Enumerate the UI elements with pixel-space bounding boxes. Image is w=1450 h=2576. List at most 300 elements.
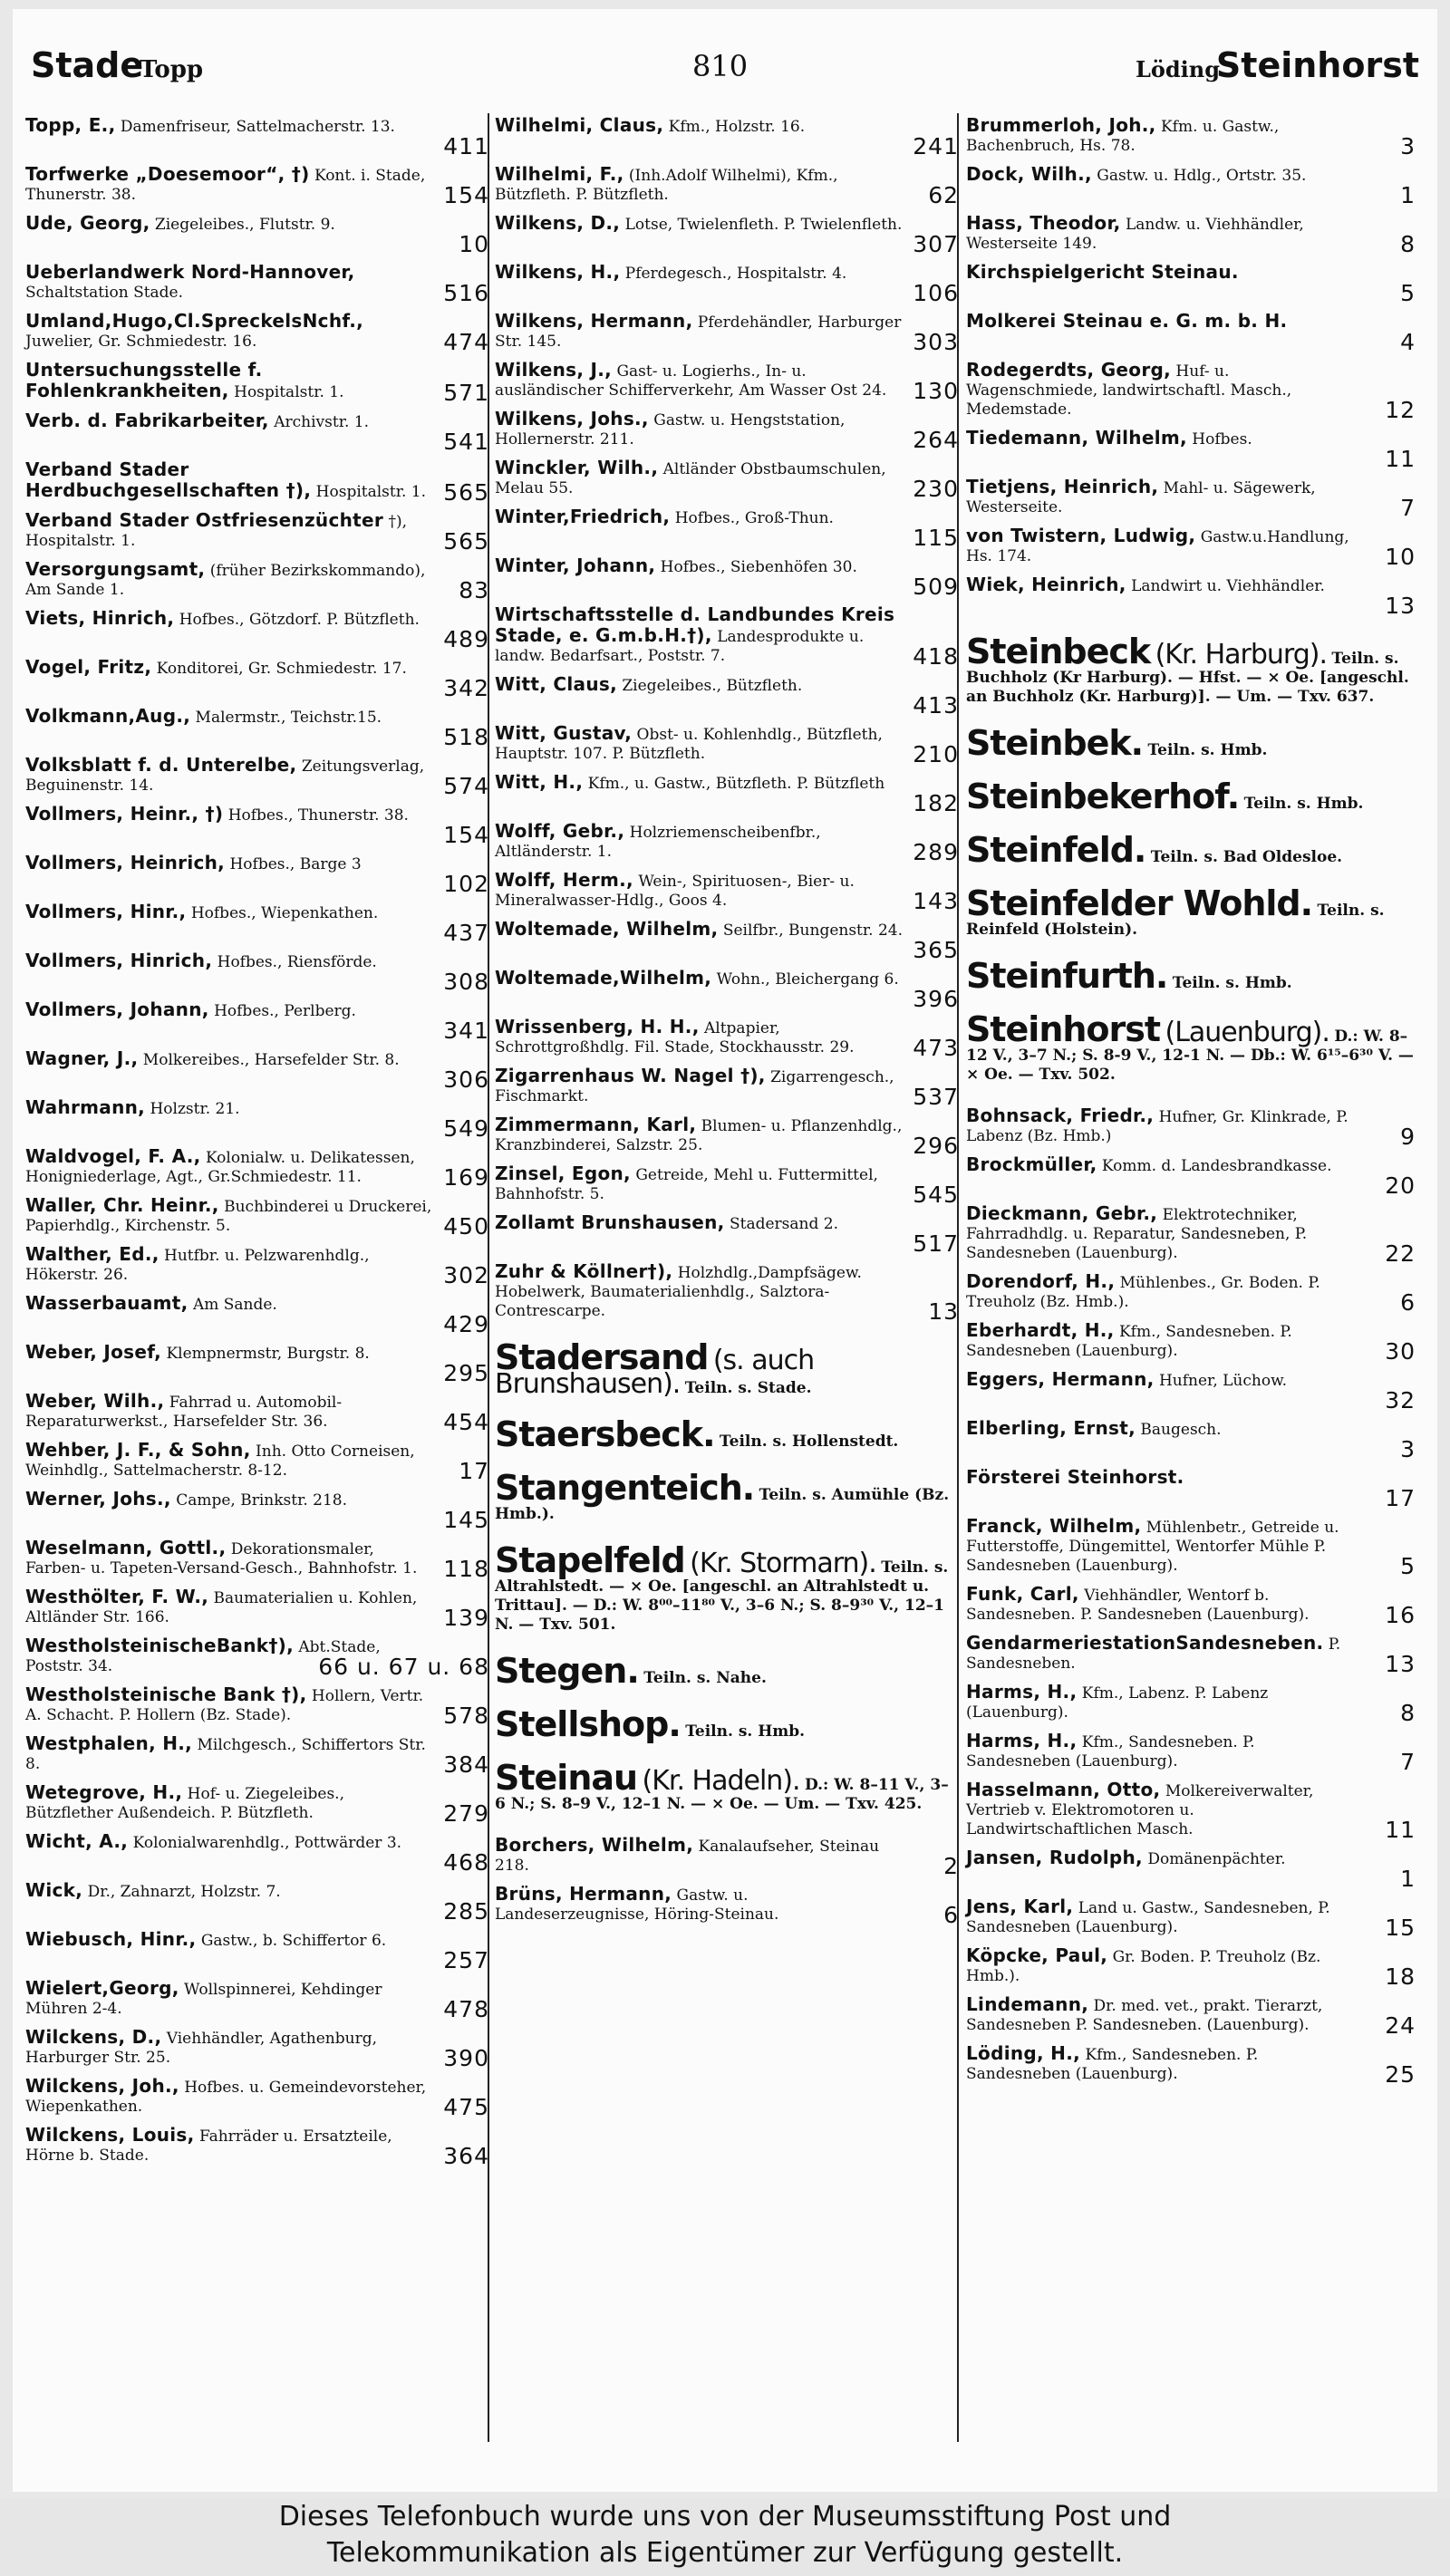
entry-phone-number: 16 (1385, 1602, 1416, 1628)
entry-name: GendarmeriestationSandesneben. (966, 1632, 1324, 1654)
entry-name: WestholsteinischeBank†), (25, 1635, 294, 1656)
header-town: Stade (31, 45, 144, 85)
entry-phone-number: 17 (459, 1458, 489, 1484)
entry-phone-number: 130 (913, 378, 959, 404)
entry-name: Vogel, Fritz, (25, 656, 152, 678)
place-name: Stapelfeld (495, 1540, 685, 1580)
entry-phone-number: 62 (928, 182, 959, 208)
entry-details: Mühlenbetr., Getreide u. Futterstoffe, Düngemittel, Wentorfer Mühle P. Sandesneben (Lauenburg). (966, 1519, 1339, 1575)
entry-phone-number: 418 (913, 643, 959, 670)
directory-entry (966, 1847, 1416, 1892)
entry-details: Kfm., Sandesneben. P. Sandesneben (Lauenburg). (966, 1733, 1255, 1770)
entry-phone-number: 10 (459, 231, 489, 257)
entry-name: Franck, Wilhelm, (966, 1515, 1142, 1537)
directory-entry (966, 476, 1416, 521)
entry-name: Winckler, Wilh., (495, 457, 659, 478)
place-heading (966, 723, 1416, 763)
entry-name: Wahrmann, (25, 1096, 146, 1118)
entry-details: Hofbes. (1192, 430, 1252, 449)
entry-name: Wilckens, Joh., (25, 2075, 179, 2097)
place-heading (495, 1540, 959, 1635)
entry-phone-number: 118 (443, 1556, 489, 1582)
entry-name: Vollmers, Johann, (25, 999, 209, 1020)
directory-entry (25, 1781, 489, 1827)
place-note: Teiln. s. Aumühle (Bz. Hmb.). (495, 1486, 950, 1523)
entry-phone-number: 13 (1385, 593, 1416, 619)
page-header (22, 45, 1428, 100)
entry-details: Juwelier, Gr. Schmiedestr. 16. (25, 333, 257, 351)
directory-entry (25, 509, 489, 555)
entry-name: Wehber, J. F., & Sohn, (25, 1439, 251, 1461)
directory-entry (966, 310, 1416, 355)
entry-name: Ude, Georg, (25, 212, 150, 234)
entry-phone-number: 411 (443, 133, 489, 159)
entry-name: Wilhelmi, F., (495, 163, 624, 185)
entry-details: Kfm., Sandesneben. P. Sandesneben (Lauenburg). (966, 1323, 1292, 1360)
entry-name: Hass, Theodor, (966, 212, 1121, 234)
entry-phone-number: 241 (913, 133, 959, 159)
entry-details: Hufner, Lüchow. (1158, 1372, 1288, 1390)
entry-phone-number: 32 (1385, 1387, 1416, 1413)
directory-entry (966, 163, 1416, 208)
directory-entry (495, 555, 959, 600)
directory-entry (966, 1202, 1416, 1267)
entry-details: Hospitalstr. 1. (234, 383, 344, 401)
entry-name: Verband Stader Ostfriesenzüchter (25, 509, 384, 531)
entry-details: Gastw. u. Hdlg., Ortstr. 35. (1097, 167, 1307, 185)
entry-details: Schaltstation Stade. (25, 284, 184, 302)
directory-entry (966, 1632, 1416, 1677)
entry-details: Altpapier, Schrottgroßhdlg. Fil. Stade, Stockhausstr. 29. (495, 1019, 855, 1056)
directory-entry (966, 1779, 1416, 1843)
entry-details: Landw. u. Viehhändler, Westerseite 149. (966, 216, 1304, 253)
entry-details: Kolonialwarenhdlg., Pottwärder 3. (132, 1834, 402, 1852)
place-heading (966, 956, 1416, 996)
entry-phone-number: 5 (1400, 1553, 1416, 1579)
entry-phone-number: 489 (443, 626, 489, 652)
place-name: Steinhorst (966, 1009, 1161, 1049)
entry-name: Köpcke, Paul, (966, 1944, 1108, 1966)
directory-entry (25, 950, 489, 995)
directory-entry (966, 1417, 1416, 1462)
directory-entry (25, 2075, 489, 2120)
directory-entry (25, 1488, 489, 1533)
directory-entry (495, 1163, 959, 1208)
directory-entry (966, 1993, 1416, 2039)
entry-details: Konditorei, Gr. Schmiedestr. 17. (156, 660, 407, 678)
place-name: Stellshop. (495, 1704, 681, 1744)
entry-name: Brummerloh, Joh., (966, 114, 1156, 136)
place-heading (966, 632, 1416, 707)
directory-entry (966, 1681, 1416, 1726)
entry-name: Westhölter, F. W., (25, 1586, 209, 1607)
entry-phone-number: 30 (1385, 1338, 1416, 1365)
entry-phone-number: 365 (913, 937, 959, 963)
directory-entry (495, 673, 959, 719)
entry-name: Tietjens, Heinrich, (966, 476, 1159, 497)
entry-name: Wicht, A., (25, 1830, 129, 1852)
entry-phone-number: 473 (913, 1035, 959, 1061)
entry-details: Dr. med. vet., prakt. Tierarzt, Sandesneben P. Sandesneben. (Lauenburg). (966, 1997, 1323, 2034)
entry-details: Gastw., b. Schiffertor 6. (200, 1932, 387, 1950)
entry-name: Zollamt Brunshausen, (495, 1211, 725, 1233)
entry-name: Rodegerdts, Georg, (966, 359, 1172, 381)
entry-phone-number: 115 (913, 525, 959, 551)
directory-entry (25, 163, 489, 208)
directory-entry (25, 1928, 489, 1973)
entry-phone-number: 264 (913, 427, 959, 453)
entry-name: Eberhardt, H., (966, 1319, 1115, 1341)
entry-phone-number: 545 (913, 1182, 959, 1208)
entry-details: (früher Bezirkskommando), Am Sande 1. (25, 562, 426, 599)
place-name: Steinfurth. (966, 956, 1168, 996)
entry-name: Lindemann, (966, 1993, 1089, 2015)
entry-phone-number: 4 (1400, 329, 1416, 355)
directory-entry (966, 1515, 1416, 1579)
entry-details: Hofbes., Groß-Thun. (674, 509, 834, 527)
entry-phone-number: 6 (1400, 1289, 1416, 1316)
place-qualifier: (s. auch Brunshausen). (495, 1345, 815, 1400)
entry-name: Versorgungsamt, (25, 558, 206, 580)
entry-details: Dr., Zahnarzt, Holzstr. 7. (87, 1883, 281, 1901)
place-note: Teiln. s. Nahe. (643, 1669, 767, 1687)
directory-entry (495, 771, 959, 816)
directory-entry (25, 1145, 489, 1191)
entry-phone-number: 429 (443, 1311, 489, 1337)
entry-details: Blumen- u. Pflanzenhdlg., Kranzbinderei, Salzstr. 25. (495, 1117, 903, 1154)
entry-phone-number: 413 (913, 692, 959, 719)
entry-phone-number: 279 (443, 1800, 489, 1827)
entry-name: Wirtschaftsstelle d. Landbundes Kreis Stade, e. G.m.b.H.†), (495, 603, 895, 646)
entry-phone-number: 7 (1400, 1749, 1416, 1775)
directory-entry (25, 1096, 489, 1142)
entry-phone-number: 285 (443, 1898, 489, 1925)
entry-details: Landesprodukte u. landw. Bedarfsart., Poststr. 7. (495, 628, 865, 665)
entry-name: Witt, Claus, (495, 673, 617, 695)
directory-entry (25, 656, 489, 701)
entry-details: Milchgesch., Schiffertors Str. 8. (25, 1736, 426, 1773)
header-last-entry: Löding (1135, 56, 1220, 82)
entry-details: Hofbes., Wiepenkathen. (190, 904, 379, 922)
entry-phone-number: 169 (443, 1164, 489, 1191)
entry-name: Wolff, Herm., (495, 869, 633, 891)
entry-name: Waldvogel, F. A., (25, 1145, 201, 1167)
entry-name: Winter, Johann, (495, 555, 656, 576)
entry-name: Westholsteinische Bank †), (25, 1684, 307, 1705)
directory-entry (495, 1211, 959, 1257)
entry-phone-number: 102 (443, 871, 489, 897)
directory-entry (495, 1834, 959, 1879)
place-note: Teiln. s. Hollenstedt. (719, 1433, 899, 1451)
entry-name: Zuhr & Köllner†), (495, 1260, 673, 1282)
entry-phone-number: 83 (459, 577, 489, 603)
entry-phone-number: 475 (443, 2094, 489, 2120)
entry-name: Harms, H., (966, 1681, 1078, 1703)
entry-name: Brüns, Hermann, (495, 1883, 672, 1905)
place-note: Teiln. s. Reinfeld (Holstein). (966, 902, 1385, 939)
entry-phone-number: 306 (443, 1066, 489, 1093)
entry-details: Getreide, Mehl u. Futtermittel, Bahnhofstr. 5. (495, 1166, 878, 1203)
entry-name: Topp, E., (25, 114, 116, 136)
entry-name: Walther, Ed., (25, 1243, 160, 1265)
entry-name: Brockmüller, (966, 1153, 1097, 1175)
directory-entry (25, 359, 489, 406)
directory-entry (25, 1635, 489, 1680)
directory-entry (495, 457, 959, 502)
entry-details: Elektrotechniker, Fahrradhdlg. u. Reparatur, Sandesneben, P. Sandesneben (Lauenburg). (966, 1206, 1308, 1262)
place-note: Teiln. s. Hmb. (1147, 741, 1268, 759)
place-qualifier: (Lauenburg). (1165, 1017, 1329, 1048)
place-heading (495, 1758, 959, 1814)
entry-phone-number: 341 (443, 1018, 489, 1044)
entry-name: Winter,Friedrich, (495, 506, 671, 527)
entry-details: Baugesch. (1140, 1421, 1222, 1439)
entry-details: Obst- u. Kohlenhdlg., Bützfleth, Hauptstr. 107. P. Bützfleth. (495, 726, 883, 763)
entry-details: Holzstr. 21. (150, 1100, 240, 1118)
directory-entry (966, 574, 1416, 619)
entry-details: Fahrrad u. Automobil-Reparaturwerkst., Harsefelder Str. 36. (25, 1394, 343, 1431)
entry-phone-number: 11 (1385, 446, 1416, 472)
entry-phone-number: 537 (913, 1084, 959, 1110)
directory-entry (25, 1292, 489, 1337)
entry-details: Kfm. u. Gastw., Bachenbruch, Hs. 78. (966, 118, 1280, 155)
entry-name: Molkerei Steinau e. G. m. b. H. (966, 310, 1288, 332)
place-note: Teiln. s. Buchholz (Kr Harburg). — Hfst. — × Oe. [angeschl. an Buchholz (Kr. Harburg)]. — Um. — Txv. 637. (966, 650, 1409, 706)
entry-phone-number: 307 (913, 231, 959, 257)
directory-entry (25, 705, 489, 750)
entry-name: Woltemade,Wilhelm, (495, 967, 712, 989)
entry-details: Zigarrengesch., Fischmarkt. (495, 1068, 894, 1105)
place-heading (966, 777, 1416, 816)
entry-phone-number: 17 (1385, 1485, 1416, 1511)
column-2 (495, 116, 959, 1934)
directory-entry (495, 1114, 959, 1159)
phonebook-page (13, 9, 1437, 2492)
entry-details: Hofbes., Siebenhöfen 30. (660, 558, 857, 576)
footer-line-2: Telekommunikation als Eigentümer zur Verfügung gestellt. (326, 2537, 1124, 2569)
place-name: Stegen. (495, 1651, 639, 1691)
entry-phone-number: 18 (1385, 1963, 1416, 1990)
directory-entry (25, 1341, 489, 1386)
directory-entry (25, 1732, 489, 1778)
entry-details: Archivstr. 1. (274, 413, 370, 431)
directory-entry (25, 2124, 489, 2169)
place-heading (966, 1009, 1416, 1085)
directory-entry (966, 1583, 1416, 1628)
place-name: Staersbeck. (495, 1414, 715, 1454)
entry-name: Borchers, Wilhelm, (495, 1834, 694, 1856)
directory-entry (495, 820, 959, 865)
entry-phone-number: 22 (1385, 1240, 1416, 1267)
entry-phone-number: 565 (443, 479, 489, 506)
entry-name: Waller, Chr. Heinr., (25, 1194, 219, 1216)
entry-name: Witt, Gustav, (495, 722, 633, 744)
entry-phone-number: 565 (443, 528, 489, 555)
entry-phone-number: 3 (1400, 133, 1416, 159)
entry-phone-number: 139 (443, 1605, 489, 1631)
place-heading (966, 830, 1416, 870)
entry-phone-number: 9 (1400, 1124, 1416, 1150)
entry-name: Jens, Karl, (966, 1896, 1074, 1917)
entry-name: Zinsel, Egon, (495, 1163, 631, 1184)
directory-entry (25, 2026, 489, 2071)
entry-name: Wiebusch, Hinr., (25, 1928, 197, 1950)
entry-phone-number: 12 (1385, 397, 1416, 423)
entry-name: Hasselmann, Otto, (966, 1779, 1161, 1800)
entry-phone-number: 154 (443, 822, 489, 848)
page-number: 810 (692, 49, 749, 83)
entry-name: Weber, Josef, (25, 1341, 162, 1363)
entry-details: Stadersand 2. (729, 1215, 838, 1233)
entry-phone-number: 478 (443, 1996, 489, 2022)
entry-details: Seilfbr., Bungenstr. 24. (722, 921, 903, 940)
entry-details: Pferdegesch., Hospitalstr. 4. (624, 265, 847, 283)
entry-details: Mühlenbes., Gr. Boden. P. Treuholz (Bz. Hmb.). (966, 1274, 1320, 1311)
entry-details: Campe, Brinkstr. 218. (176, 1491, 347, 1510)
entry-phone-number: 257 (443, 1947, 489, 1973)
entry-phone-number: 145 (443, 1507, 489, 1533)
entry-name: Wiek, Heinrich, (966, 574, 1126, 595)
entry-details: †), Hospitalstr. 1. (25, 513, 407, 550)
entry-phone-number: 296 (913, 1133, 959, 1159)
entry-name: Verband Stader Herdbuchgesellschaften †), (25, 458, 312, 501)
place-note: Teiln. s. Altrahlstedt. — × Oe. [angeschl. an Altrahlstedt u. Trittau]. — D.: W. 8⁰⁰–11⁸⁰ V., 3–6 N.; S. 8–9³⁰ V., 12–1 N. — Txv. 501. (495, 1558, 949, 1634)
entry-details: Holzhdlg.,Dampfsägew. Hobelwerk, Baumaterialienhdlg., Salztora-Contrescarpe. (495, 1264, 862, 1320)
entry-details: Wein-, Spirituosen-, Bier- u. Mineralwasser-Hdlg., Goos 4. (495, 873, 855, 910)
place-qualifier: (Kr. Stormarn). (690, 1548, 876, 1579)
directory-entry (966, 1153, 1416, 1199)
entry-details: Gr. Boden. P. Treuholz (Bz. Hmb.). (966, 1948, 1321, 1985)
directory-entry (25, 310, 489, 355)
entry-phone-number: 549 (443, 1115, 489, 1142)
directory-entry (495, 212, 959, 257)
directory-entry (495, 114, 959, 159)
directory-entry (25, 1879, 489, 1925)
entry-details: Hufner, Gr. Klinkrade, P. Labenz (Bz. Hmb.) (966, 1108, 1348, 1145)
header-last-town: Steinhorst (1215, 45, 1419, 85)
directory-entry (25, 558, 489, 603)
entry-details: Kont. i. Stade, Thunerstr. 38. (25, 167, 426, 204)
entry-details: Huf- u. Wagenschmiede, landwirtschaftl. Masch., Medemstade. (966, 362, 1292, 419)
entry-name: Weselmann, Gottl., (25, 1537, 227, 1558)
entry-details: Buchbinderei u Druckerei, Papierhdlg., Kirchenstr. 5. (25, 1198, 432, 1235)
entry-phone-number: 143 (913, 888, 959, 914)
entry-name: Wilckens, Louis, (25, 2124, 195, 2146)
entry-name: Volkmann,Aug., (25, 705, 191, 727)
directory-entry (495, 1065, 959, 1110)
entry-name: Vollmers, Heinr., †) (25, 803, 224, 825)
entry-name: Woltemade, Wilhelm, (495, 918, 719, 940)
directory-entry (966, 427, 1416, 472)
header-first-entry: Topp (140, 56, 204, 83)
entry-name: Dorendorf, H., (966, 1270, 1116, 1292)
entry-details: Land u. Gastw., Sandesneben, P. Sandesneben (Lauenburg). (966, 1899, 1330, 1936)
directory-entry (25, 852, 489, 897)
entry-phone-number: 390 (443, 2045, 489, 2071)
entry-phone-number: 518 (443, 724, 489, 750)
place-note: Teiln. s. Stade. (684, 1379, 812, 1397)
entry-details: Mahl- u. Sägewerk, Westerseite. (966, 479, 1316, 516)
directory-entry (25, 212, 489, 257)
entry-details: Ziegeleibes., Bützfleth. (622, 677, 803, 695)
entry-phone-number: 15 (1385, 1915, 1416, 1941)
entry-name: Wilkens, D., (495, 212, 621, 234)
entry-name: Werner, Johs., (25, 1488, 171, 1510)
entry-name: Löding, H., (966, 2042, 1081, 2064)
directory-entry (966, 1944, 1416, 1990)
entry-phone-number: 3 (1400, 1436, 1416, 1462)
entry-details: Ziegeleibes., Flutstr. 9. (154, 216, 335, 234)
entry-details: Am Sande. (192, 1296, 277, 1314)
entry-name: Tiedemann, Wilhelm, (966, 427, 1187, 449)
entry-details: Hutfbr. u. Pelzwarenhdlg., Hökerstr. 26. (25, 1247, 370, 1284)
entry-name: Witt, H., (495, 771, 584, 793)
place-name: Stangenteich. (495, 1468, 755, 1508)
entry-name: Zimmermann, Karl, (495, 1114, 697, 1135)
entry-name: Kirchspielgericht Steinau. (966, 261, 1239, 283)
entry-name: Wasserbauamt, (25, 1292, 188, 1314)
entry-details: Hospitalstr. 1. (315, 483, 427, 501)
directory-entry (25, 1684, 489, 1729)
entry-details: Gastw.u.Handlung, Hs. 174. (966, 528, 1349, 565)
entry-details: Molkereibes., Harsefelder Str. 8. (142, 1051, 400, 1069)
entry-details: Kfm., u. Gastw., Bützfleth. P. Bützfleth (587, 775, 885, 793)
place-name: Steinfelder Wohld. (966, 883, 1313, 923)
entry-phone-number: 517 (913, 1230, 959, 1257)
directory-entry (495, 918, 959, 963)
entry-details: Fahrräder u. Ersatzteile, Hörne b. Stade. (25, 2127, 392, 2165)
entry-name: Wilckens, D., (25, 2026, 162, 2048)
directory-entry (966, 261, 1416, 306)
directory-entry (495, 1016, 959, 1061)
entry-name: Dieckmann, Gebr., (966, 1202, 1158, 1224)
place-heading (495, 1337, 959, 1400)
place-name: Steinau (495, 1758, 638, 1798)
entry-phone-number: 25 (1385, 2061, 1416, 2088)
entry-name: Wolff, Gebr., (495, 820, 625, 842)
entry-phone-number: 571 (443, 380, 489, 406)
entry-details: Hofbes., Götzdorf. P. Bützfleth. (179, 611, 420, 629)
entry-name: Vollmers, Hinrich, (25, 950, 213, 971)
entry-phone-number: 13 (1385, 1651, 1416, 1677)
entry-phone-number: 210 (913, 741, 959, 767)
directory-entry (966, 525, 1416, 570)
directory-entry (495, 1260, 959, 1325)
directory-entry (25, 1537, 489, 1582)
entry-name: Försterei Steinhorst. (966, 1466, 1184, 1488)
entry-name: Funk, Carl, (966, 1583, 1079, 1605)
entry-details: Viehhändler, Agathenburg, Harburger Str. 25. (25, 2030, 377, 2067)
entry-name: Westphalen, H., (25, 1732, 193, 1754)
entry-details: Domänenpächter. (1147, 1850, 1286, 1868)
entry-name: Bohnsack, Friedr., (966, 1105, 1155, 1126)
entry-phone-number: 437 (443, 920, 489, 946)
directory-entry (495, 603, 959, 670)
directory-entry (966, 359, 1416, 423)
entry-details: Landwirt u. Viehhändler. (1131, 577, 1325, 595)
entry-name: Umland,Hugo,Cl.SpreckelsNchf., (25, 310, 364, 332)
directory-entry (25, 901, 489, 946)
directory-entry (966, 2042, 1416, 2088)
entry-name: Jansen, Rudolph, (966, 1847, 1143, 1868)
entry-name: Zigarrenhaus W. Nagel †), (495, 1065, 766, 1086)
entry-name: Torfwerke „Doesemoor“, †) (25, 163, 310, 185)
place-heading (495, 1704, 959, 1744)
place-heading (495, 1651, 959, 1691)
entry-details: Baumaterialien u. Kohlen, Altländer Str. 166. (25, 1589, 418, 1626)
entry-phone-number: 574 (443, 773, 489, 799)
place-note: Teiln. s. Bad Oldesloe. (1150, 848, 1343, 866)
